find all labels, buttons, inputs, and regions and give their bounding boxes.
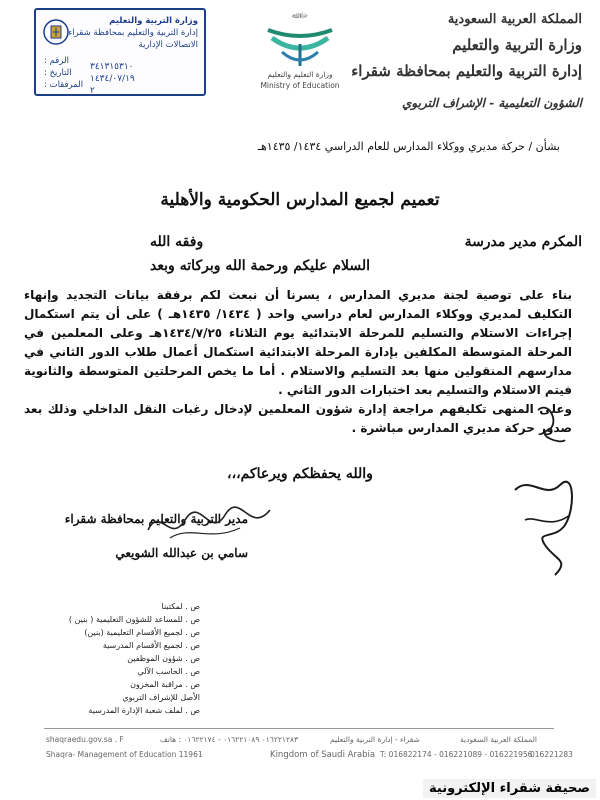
ministry-seal-icon bbox=[42, 18, 70, 48]
salutation-greeting: السلام عليكم ورحمة الله وبركاته bbox=[179, 258, 370, 274]
footer-fax-en: 016221283 bbox=[530, 750, 573, 759]
letter-title: تعميم لجميع المدارس الحكومية والأهلية bbox=[160, 190, 440, 210]
stamp-att-value: ٢ bbox=[90, 86, 95, 96]
footer-kingdom-en: Kingdom of Saudi Arabia bbox=[270, 750, 376, 760]
newspaper-watermark: صحيفة شقراء الإلكترونية bbox=[423, 779, 596, 798]
handwritten-signature-icon bbox=[140, 500, 280, 550]
footer-admin-ar: شقراء - إدارة التربية والتعليم bbox=[330, 735, 420, 744]
footer-web: shaqraedu.gov.sa . F bbox=[46, 735, 124, 744]
signature-position: مدير التربية والتعليم بمحافظة شقراء bbox=[64, 512, 248, 526]
cc-item: ص . مراقبة المخزون bbox=[130, 680, 200, 689]
cc-item: ص . للمساعد للشؤون التعليمية ( بنين ) bbox=[68, 615, 200, 624]
footer-fax-ar: ٠١٦٢٢١٢٨٣ ٠١٦٢٢١٠٨٩ - ٠١٦٢٢١٧٤ : هاتف bbox=[160, 735, 299, 744]
svg-text:ﷻ ﷲ: ﷻ ﷲ bbox=[291, 11, 309, 20]
stamp-line-1: وزارة التربية والتعليم bbox=[109, 16, 198, 26]
stamp-line-3: الاتصالات الإدارية bbox=[138, 40, 198, 50]
letter-subject: بشأن / حركة مديري ووكلاء المدارس للعام الدراسي ١٤٣٤/ ١٤٣٥هـ bbox=[257, 140, 560, 153]
stamp-line-2: إدارة التربية والتعليم بمحافظة شقراء bbox=[68, 28, 198, 38]
ministry-logo-en: Ministry of Education bbox=[260, 81, 340, 90]
cc-item: ص . لمكتبنا bbox=[161, 602, 200, 611]
incoming-stamp bbox=[34, 8, 206, 96]
signature-name: سامي بن عبدالله الشويعي bbox=[115, 546, 248, 560]
body-paragraph-2: وعلى المنهى تكليفهم مراجعة إدارة شؤون المعلمين لإدخال رغبات النقل الداخلي وذلك بعد صدور حركة مديري المدارس مباشرة . bbox=[24, 402, 572, 435]
closing-line: والله يحفظكم ويرعاكم،،، bbox=[227, 466, 373, 482]
margin-scribble-icon bbox=[530, 400, 570, 450]
body-paragraph-1: بناء على توصية لجنة مديري المدارس ، يسرنا أن نبعث لكم برفقة بيانات التجديد وإنهاء التكليف لمديري ووكلاء المدارس لعام دراسي واحد ( ١٤٣٤/ ١٤٣٥هـ ) على أن يتم استكمال إجراءات الاستلام والتسليم للمرحلة الابتدائية يوم الثلاثاء ١٤٣٤/٧/٢٥هـ وعلى المعلمين في المرحلة المتوسطة المكلفين بإدارة المرحلة الابتدائية استكمال أعمال طلاب الدور الثاني في مدارسهم المنقولين منها بعد التسليم والاستلام . أما ما يخص المرحلتين المتوسطة والثانوية فيتم الاستلام والتسليم بعد اختبارات الدور الثاني . bbox=[24, 288, 572, 397]
stamp-att-label: المرفقات : bbox=[44, 80, 84, 90]
cc-list bbox=[40, 600, 200, 717]
stamp-ref-label: الرقم : bbox=[44, 56, 69, 66]
header-ministry: وزارة التربية والتعليم bbox=[452, 36, 582, 54]
cc-item: ص . لجميع الأقسام التعليمية (بنين) bbox=[84, 628, 200, 637]
footer-admin-en: Shaqra- Management of Education 11961 bbox=[46, 750, 203, 759]
cc-item: الأصل للإشراف التربوي bbox=[122, 693, 200, 702]
header-administration: إدارة التربية والتعليم بمحافظة شقراء bbox=[351, 62, 582, 80]
footer-tel-en: T: 016822174 - 016221089 - 016221956 bbox=[380, 750, 533, 759]
cc-item: ص . شؤون الموظفين bbox=[127, 654, 200, 663]
footer-kingdom-ar: المملكة العربية السعودية bbox=[460, 735, 537, 744]
salutation-then: وبعد bbox=[150, 258, 175, 274]
ministry-logo-ar: وزارة التعليم والتعليم bbox=[267, 70, 333, 79]
ministry-of-education-logo-icon bbox=[258, 8, 342, 72]
cc-item: ص . لجميع الأقسام المدرسية bbox=[102, 641, 200, 650]
salutation-god: وفقه الله bbox=[150, 234, 204, 250]
stamp-date-label: التاريخ : bbox=[44, 68, 72, 78]
header-department: الشؤون التعليمية - الإشراف التربوي bbox=[402, 96, 582, 110]
footer-divider bbox=[44, 728, 554, 729]
salutation-to: المكرم مدير مدرسة bbox=[464, 234, 582, 250]
stamp-date-value: ١٤٣٤/٠٧/١٩ bbox=[90, 74, 135, 84]
header-kingdom: المملكة العربية السعودية bbox=[447, 12, 582, 27]
cc-item: ص . لملف شعبة الإدارة المدرسية bbox=[88, 706, 200, 715]
cc-item: ص . الحاسب الآلي bbox=[137, 667, 200, 676]
stamp-ref-value: ٣٤١٣١٥٣١٠ bbox=[90, 62, 134, 72]
margin-annotation-icon bbox=[505, 470, 585, 580]
